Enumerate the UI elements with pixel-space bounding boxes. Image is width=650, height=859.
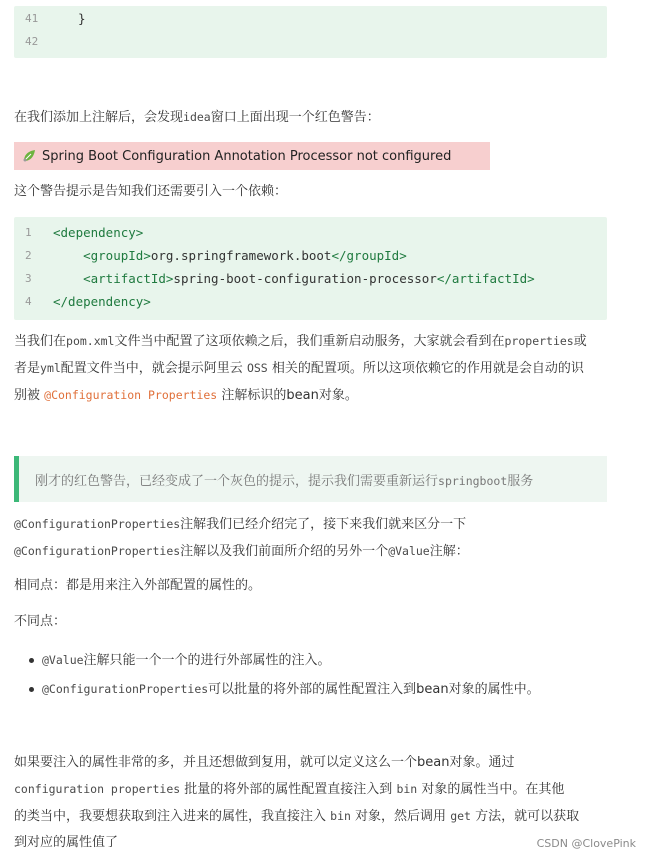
- code-block-dependency: [14, 217, 607, 320]
- quote-text: 刚才的红色警告，已经变成了一个灰色的提示，提示我们需要重新运行springboot服务: [35, 473, 534, 489]
- inline-code: get: [450, 809, 471, 823]
- inline-code: properties: [504, 334, 574, 348]
- code-line: [14, 269, 607, 289]
- inline-code: OSS: [246, 361, 268, 375]
- paragraph-annotation-warning: [14, 104, 609, 131]
- list-item-text: 注解只能一个一个的进行外部属性的注入。: [83, 653, 331, 668]
- code-text: <groupId>org.springframework.boot</groupId>: [83, 248, 407, 263]
- inline-code: @Value: [42, 653, 84, 667]
- list-item: [24, 676, 604, 703]
- csdn-watermark: CSDN @ClovePink: [536, 837, 636, 850]
- line-number: 2: [25, 249, 32, 262]
- code-line: [14, 9, 607, 29]
- code-line: [14, 223, 607, 243]
- inline-code: @ConfigurationProperties: [14, 544, 181, 558]
- line-number: 1: [25, 226, 32, 239]
- blockquote-tip: [14, 456, 607, 502]
- paragraph-comparison-intro: [14, 511, 609, 565]
- code-line: [14, 246, 607, 266]
- paragraph-line: 者是yml配置文件当中，就会提示阿里云 OSS 相关的配置项。所以这项依赖它的作用就是会自动的识: [14, 361, 584, 376]
- text: 在我们添加上注解后，会发现: [14, 110, 184, 125]
- inline-code: @ConfigurationProperties: [42, 682, 209, 696]
- code-block-top: [14, 6, 607, 58]
- bullet-dot: [29, 658, 34, 663]
- inline-code: pom.xml: [66, 334, 115, 348]
- paragraph-line: @ConfigurationProperties注解我们已经介绍完了，接下来我们就来区分一下: [14, 517, 467, 532]
- paragraph-diff-points: 不同点：: [14, 614, 67, 629]
- code-text: }: [78, 11, 86, 26]
- inline-code: @ConfigurationProperties: [14, 517, 181, 531]
- inline-code: yml: [40, 361, 61, 375]
- paragraph-dependency-hint: 这个警告提示是告知我们还需要引入一个依赖：: [14, 184, 288, 199]
- paragraph-line: 到对应的属性值了: [14, 835, 119, 850]
- line-number: 3: [25, 272, 32, 285]
- paragraph-line: 的类当中，我要想获取到注入进来的属性，我直接注入 bin 对象，然后调用 get 方法，就可以获取: [14, 809, 580, 824]
- list-item-text: 可以批量的将外部的属性配置注入到bean对象的属性中。: [208, 682, 540, 697]
- spring-leaf-icon: [21, 148, 37, 164]
- paragraph-same-points: 相同点：都是用来注入外部配置的属性的。: [14, 578, 262, 593]
- text: 窗口上面出现一个红色警告：: [210, 110, 380, 125]
- code-text: <dependency>: [53, 225, 144, 240]
- inline-code: configuration properties: [14, 782, 181, 796]
- paragraph-line: configuration properties 批量的将外部的属性配置直接注入到 bin 对象的属性当中。在其他: [14, 782, 565, 797]
- paragraph-final: [14, 750, 609, 856]
- warning-banner: [14, 142, 490, 170]
- paragraph-line: @ConfigurationProperties注解以及我们前面所介绍的另外一个@Value注解：: [14, 544, 469, 559]
- paragraph-line: 当我们在pom.xml文件当中配置了这项依赖之后，我们重新启动服务，大家就会看到在properties或: [14, 334, 587, 349]
- inline-code: @Value: [388, 544, 430, 558]
- code-text: <artifactId>spring-boot-configuration-processor</artifactId>: [83, 271, 535, 286]
- code-line: [14, 292, 607, 312]
- code-text: </dependency>: [53, 294, 151, 309]
- line-number: 4: [25, 295, 32, 308]
- list-item: [24, 647, 604, 674]
- line-number: 41: [25, 12, 39, 25]
- line-number: 42: [25, 35, 39, 48]
- bullet-dot: [29, 687, 34, 692]
- inline-code: bin: [330, 809, 351, 823]
- inline-code: idea: [183, 110, 211, 124]
- inline-code: bin: [396, 782, 418, 796]
- paragraph-line: 如果要注入的属性非常的多，并且还想做到复用，就可以定义这么一个bean对象。通过: [14, 755, 515, 770]
- paragraph-pom-explanation: [14, 328, 609, 409]
- bullet-list: [24, 647, 604, 703]
- code-line: [14, 32, 607, 52]
- warning-text: Spring Boot Configuration Annotation Processor not configured: [42, 148, 452, 164]
- inline-code-highlight: @Configuration Properties: [44, 388, 218, 402]
- paragraph-line: 别被 @Configuration Properties 注解标识的bean对象。: [14, 388, 358, 403]
